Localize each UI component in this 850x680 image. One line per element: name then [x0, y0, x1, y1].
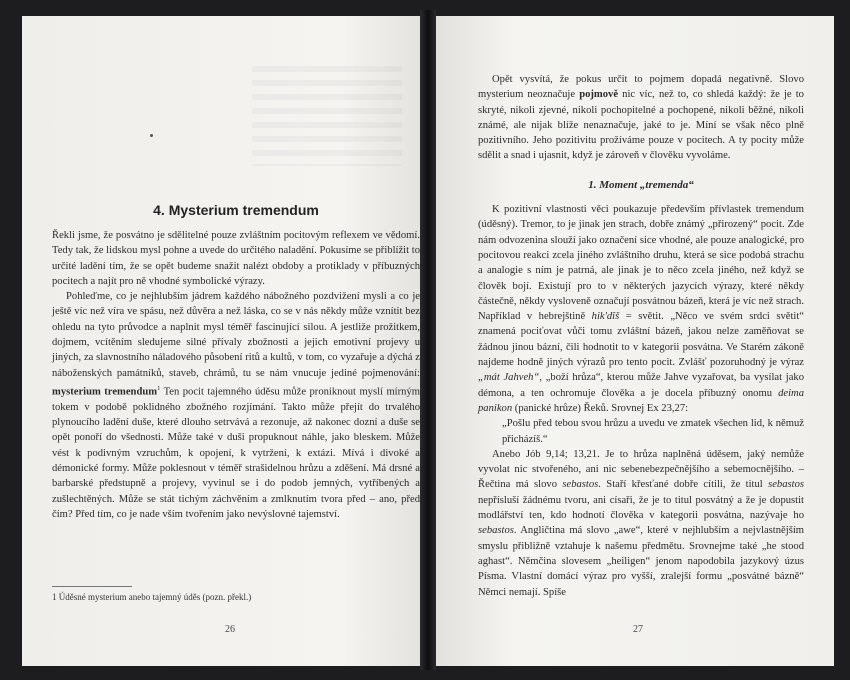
text-run: = světit. „Něco ve svém srdci světit“ znamená pociťovat vůči tomu zvláštní bázeň, jakou nelze zaměňovat se žádnou jinou bázní, čili hodnotit to v kategorii posvátna. Ve Starém zákoně najdeme hodně jiných výrazů pro tento pocit. Zvlášť pozoruhodný je výraz — [478, 311, 804, 369]
bold-term: mysterium tremendum — [52, 386, 158, 398]
italic-term: sebastos — [768, 479, 804, 491]
book-gutter — [420, 10, 436, 670]
page-number-right: 27 — [633, 624, 643, 635]
paragraph-continuation: Ten pocit tajemného úděsu může proniknout myslí mírným tokem v podobě poklidného zbožného rozjímání. Takto může přejít do trvalého plynoucího ladění duše, které dlouho setrvává a rezonuje, až nakonec dozní a duše se opět ponoří do všednosti. Může také v duši propuknout náhle, jako bleskem. Může vést k podivným vzruchům, k opojení, k vytržení, k extázi. Mívá i divoké a démonické formy. Může poklesnout v téměř strašidelnou hrůzu a zděšení. Má drsné a barbarské předstupně a projevy, vyvinul se i do podob jemných, vytříbených a zušlechtěných. Může se stát tichým záchvěním a zmlknutím tvora před – ano, před čím? Před tím, co je nade vším tvořením jako nevýslovné tajemství. — [52, 386, 420, 520]
paragraph — [478, 447, 804, 600]
chapter-title: 4. Mysterium tremendum — [153, 202, 319, 218]
paragraph — [478, 202, 804, 416]
paragraph: Řekli jsme, že posvátno je sdělitelné pouze zvláštním pocitovým reflexem ve vědomí. Tedy tak, že lidskou mysl pohne a uvede do určitého naladění. Pokusíme se přiblížit to určité ladění tím, že se opět budeme snažit nalézt obdoby a protiklady v příbuzných pocitech a najít pro ně vhodné symbolické výrazy. — [52, 230, 420, 287]
bold-term: pojmově — [579, 89, 619, 101]
footnote-marker: 1 — [157, 384, 161, 392]
italic-term: sebastos — [478, 525, 514, 537]
left-body-text — [52, 228, 420, 522]
text-run: . Angličtina má slovo „awe“, které v nejhlubším a nejvlastnějším smyslu přibližně vztahuje k našemu předmětu. Srovnejme také „he stood aghast“. Němčina slovesem „heiligen“ jenom napodobila jazykový úzus Písma. Vlastní domácí výraz pro vyšší, zralejší formu „posvátné bázně“ Němci nemají. Spíše — [478, 525, 804, 598]
ink-speck — [150, 134, 153, 137]
page-number-left: 26 — [225, 624, 235, 635]
left-page — [22, 16, 420, 666]
bleed-through-text — [252, 66, 402, 166]
scripture-quote: „Pošlu před tebou svou hrůzu a uvedu ve zmatek všechen lid, k němuž přicházíš.“ — [502, 418, 804, 445]
italic-term: „mát Jahveh“ — [478, 372, 540, 384]
paragraph — [52, 289, 420, 522]
right-page — [436, 16, 834, 666]
section-title: 1. Moment „tremenda“ — [588, 178, 694, 191]
text-run: nic víc, než to, co shledá každý: že je to skryté, nikoli zjevné, nikoli pochopitelné a pochopené, nikoli běžné, nikoli známé, ale nijak blíže nenaznačuje, jaké to je. Míní se však něco plně pozitivního. Jeho pozitivitu prožíváme pouze v pocitech. A ty pocity může sdělit a snad i ujasnit, když je zároveň v člověku vyvoláme. — [478, 89, 804, 162]
footnote-rule — [52, 586, 132, 587]
text-run: Anebo Jób 9,14; 13,21. Je to hrůza naplněná úděsem, jaký nemůže vyvolat nic stvořeného, ani nic sebenebezpečnějšího a sebemocnějšího. – Řečtina má slovo — [478, 448, 804, 491]
text-run: , „boží hrůza“, kterou může Jahve vyzařovat, ba vysílat jako démona, a ten ochromuje člověka a je docela příbuzný onomu — [478, 372, 804, 399]
text-run: . Staří křesťané dobře cítili, že titul — [598, 479, 769, 491]
italic-term: deima panikon — [478, 387, 804, 414]
right-body-text — [478, 72, 804, 600]
paragraph-text: Pohleďme, co je nejhlubším jádrem každého nábožného pozdvižení mysli a co je ještě víc než víra ve spásu, než důvěra a než láska, co se v nás někdy může vznítit bez ohledu na tyto průvodce a naplnit mysl téměř fascinující silou. A jestliže prožitkem, dojmem, vcítěním sledujeme silné přívaly zbožnosti a jejich emotivní projevy u jiných, za slavnostního náladového působení ritů a kultů, v tom, co vyzařuje a dýchá z náboženských památníků, staveb, chrámů, tu se nám vnucuje jediné pojmenování: — [52, 291, 420, 379]
italic-term: hik'dîš — [591, 311, 620, 323]
text-run: K pozitivní vlastnosti věci poukazuje především přívlastek tremendum (úděsný). Tremor, to je jinak jen strach, dobře známý „přirozený“ pocit. Zde nám odvozenina slouží jako označení sice vhodné, ale pouze analogické, pro pocitovou reakci zcela jiného zvláštního druhu, která se sice podobá strachu a analogie s ním je patrná, ale jinak je to něco zcela jiného, než když se člověk bojí. Existují pro to v některých jazycích výrazy, které někdy částečně, někdy vysloveně označují posvátnou bázeň, která je víc než strach. Například v hebrejštině — [478, 204, 804, 323]
footnote: 1 Úděsné mysterium anebo tajemný úděs (pozn. překl.) — [52, 592, 252, 602]
text-run: (panické hrůze) Řeků. Srovnej Ex 23,27: — [512, 402, 689, 414]
italic-term: sebastos — [562, 479, 599, 491]
text-run: Opět vysvítá, že pokus určit to pojmem dopadá negativně. Slovo mysterium neoznačuje — [478, 74, 804, 101]
text-run: nepřísluší žádnému tvoru, ani císaři, že je to titul posvátný a že je dopustit modlářství ten, kdo hodnotí člověka v kategorii posvátna, nazývaje ho — [478, 494, 804, 522]
paragraph — [478, 72, 804, 164]
